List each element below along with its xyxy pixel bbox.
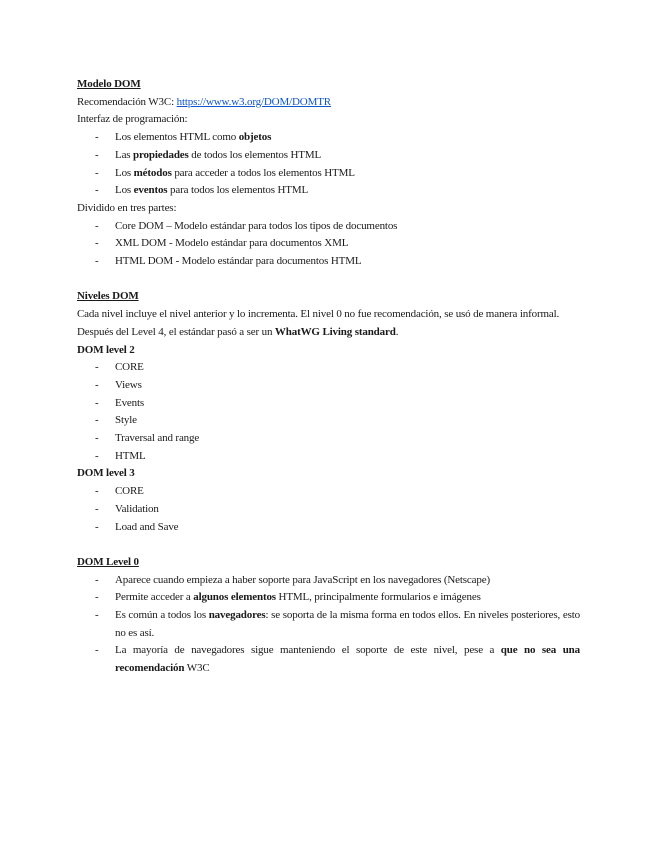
partes-list (77, 218, 580, 271)
list-item: - Core DOM – Modelo estándar para todos los tipos de documentos (77, 218, 580, 236)
document-page (77, 76, 580, 678)
list-item: - HTML DOM - Modelo estándar para documentos HTML (77, 253, 580, 271)
dash-bullet: - (95, 255, 99, 268)
interfaz-label: Interfaz de programación: (77, 113, 188, 126)
dash-bullet: - (95, 449, 99, 462)
interfaz-list (77, 129, 580, 200)
w3c-dom-link[interactable]: https://www.w3.org/DOM/DOMTR (176, 95, 331, 108)
dash-bullet: - (95, 485, 99, 498)
list-item: - XML DOM - Modelo estándar para documentos XML (77, 235, 580, 253)
dividido-label: Dividido en tres partes: (77, 201, 177, 214)
dash-bullet: - (95, 219, 99, 232)
dash-bullet: - (95, 573, 99, 586)
list-item: - Permite acceder a algunos elementos HTML, principalmente formularios e imágenes (77, 589, 580, 607)
list-item: - La mayoría de navegadores sigue manteniendo el soporte de este nivel, pese a que no sea una recomendación W3C (95, 644, 580, 675)
dash-bullet: - (95, 237, 99, 250)
dash-bullet: - (95, 414, 99, 427)
dash-bullet: - (95, 184, 99, 197)
dash-bullet: - (95, 361, 99, 374)
section-title-dom-level-0: DOM Level 0 (77, 555, 139, 568)
dom-level-3-title: DOM level 3 (77, 467, 135, 480)
list-item: - Es común a todos los navegadores: se soporta de la misma forma en todos ellos. En niveles posteriores, esto no es así. (95, 609, 580, 639)
spacer (77, 536, 580, 554)
dash-bullet: - (95, 644, 99, 657)
list-item: - Los eventos para todos los elementos HTML (77, 182, 580, 200)
dash-bullet: - (95, 396, 99, 409)
recommendation-line (77, 94, 580, 112)
list-item: - Validation (77, 501, 580, 519)
list-item: - Las propiedades de todos los elementos HTML (77, 147, 580, 165)
dash-bullet: - (95, 166, 99, 179)
list-item: - HTML (77, 448, 580, 466)
list-item: - Los elementos HTML como objetos (77, 129, 580, 147)
dom-level-2-list (77, 359, 580, 465)
list-item: - Views (77, 377, 580, 395)
dash-bullet: - (95, 131, 99, 144)
list-item: - Los métodos para acceder a todos los elementos HTML (77, 165, 580, 183)
dom-level-2-title: DOM level 2 (77, 343, 135, 356)
recommendation-label: Recomendación W3C: (77, 95, 177, 108)
dom-level-0-list (77, 572, 580, 678)
niveles-paragraph-1: Cada nivel incluye el nivel anterior y lo incrementa. El nivel 0 no fue recomendación, se usó de manera informal. (77, 308, 560, 321)
list-item: - Aparece cuando empieza a haber soporte para JavaScript en los navegadores (Netscape) (77, 572, 580, 590)
section-title-modelo-dom: Modelo DOM (77, 78, 141, 90)
list-item: - Events (77, 395, 580, 413)
spacer (77, 271, 580, 289)
dash-bullet: - (95, 609, 99, 622)
dom-level-3-list (77, 483, 580, 536)
list-item: - Load and Save (77, 519, 580, 537)
list-item: - Style (77, 412, 580, 430)
dash-bullet: - (95, 148, 99, 161)
list-item: - CORE (77, 359, 580, 377)
dash-bullet: - (95, 432, 99, 445)
list-item: - Traversal and range (77, 430, 580, 448)
section-title-niveles-dom: Niveles DOM (77, 290, 139, 303)
dash-bullet: - (95, 378, 99, 391)
niveles-paragraph-2: Después del Level 4, el estándar pasó a ser un WhatWG Living standard. (77, 325, 399, 338)
list-item: - CORE (77, 483, 580, 501)
dash-bullet: - (95, 520, 99, 533)
dash-bullet: - (95, 591, 99, 604)
dash-bullet: - (95, 502, 99, 515)
